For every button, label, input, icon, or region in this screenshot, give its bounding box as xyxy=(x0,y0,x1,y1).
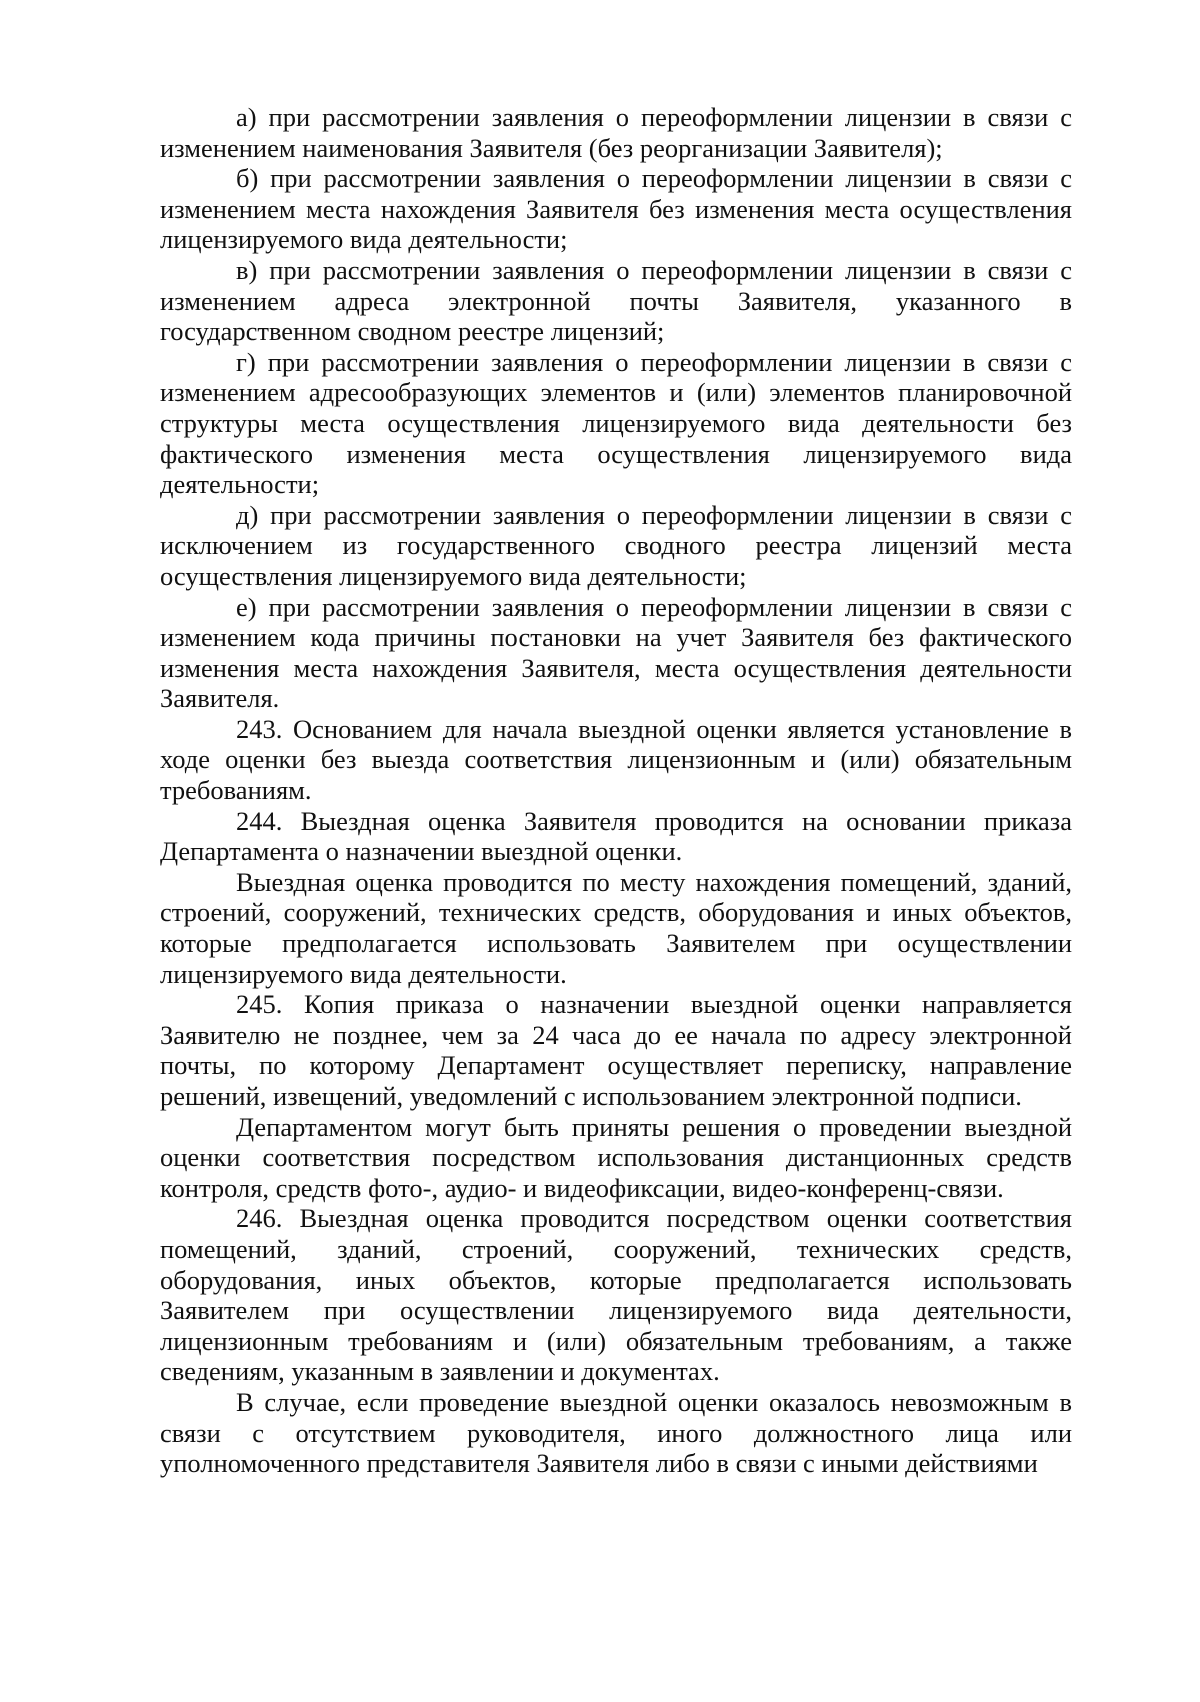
paragraph-245: 245. Копия приказа о назначении выездной оценки направляется Заявителю не позднее, чем за 24 часа до ее начала по адресу электронной почты, по которому Департамент осуществляет переписку, направление решений, извещений, уведомлений с использованием электронной подписи. xyxy=(160,989,1072,1111)
paragraph-item-v: в) при рассмотрении заявления о переоформлении лицензии в связи с изменением адреса электронной почты Заявителя, указанного в государственном сводном реестре лицензий; xyxy=(160,254,1072,347)
paragraph-item-g: г) при рассмотрении заявления о переоформлении лицензии в связи с изменением адресообразующих элементов и (или) элементов планировочной структуры места осуществления лицензируемого вида деятельности без фактического изменения места осуществления лицензируемого вида деятельности; xyxy=(160,346,1072,500)
paragraph-item-e: е) при рассмотрении заявления о переоформлении лицензии в связи с изменением кода причины постановки на учет Заявителя без фактического изменения места нахождения Заявителя, места осуществления деятельности Заявителя. xyxy=(160,591,1072,714)
paragraph-244-continuation: Выездная оценка проводится по месту нахождения помещений, зданий, строений, сооружений, технических средств, оборудования и иных объектов, которые предполагается использовать Заявителем при осуществлении лицензируемого вида деятельности. xyxy=(160,866,1072,989)
paragraph-item-b: б) при рассмотрении заявления о переоформлении лицензии в связи с изменением места нахождения Заявителя без изменения места осуществления лицензируемого вида деятельности; xyxy=(160,163,1072,255)
paragraph-243: 243. Основанием для начала выездной оценки является установление в ходе оценки без выезда соответствия лицензионным и (или) обязательным требованиям. xyxy=(160,713,1072,806)
document-body xyxy=(160,102,1072,1479)
paragraph-item-d: д) при рассмотрении заявления о переоформлении лицензии в связи с исключением из государственного сводного реестра лицензий места осуществления лицензируемого вида деятельности; xyxy=(160,499,1072,591)
paragraph-245-continuation: Департаментом могут быть приняты решения о проведении выездной оценки соответствия посредством использования дистанционных средств контроля, средств фото-, аудио- и видеофиксации, видео-конференц-связи. xyxy=(160,1111,1072,1203)
paragraph-246: 246. Выездная оценка проводится посредством оценки соответствия помещений, зданий, строений, сооружений, технических средств, оборудования, иных объектов, которые предполагается использовать Заявителем при осуществлении лицензируемого вида деятельности, лицензионным требованиям и (или) обязательным требованиям, а также сведениям, указанным в заявлении и документах. xyxy=(160,1203,1072,1387)
paragraph-244: 244. Выездная оценка Заявителя проводится на основании приказа Департамента о назначении выездной оценки. xyxy=(160,805,1072,867)
paragraph-246-continuation: В случае, если проведение выездной оценки оказалось невозможным в связи с отсутствием руководителя, иного должностного лица или уполномоченного представителя Заявителя либо в связи с иными действиями xyxy=(160,1386,1072,1479)
paragraph-item-a: а) при рассмотрении заявления о переоформлении лицензии в связи с изменением наименования Заявителя (без реорганизации Заявителя); xyxy=(160,102,1072,163)
